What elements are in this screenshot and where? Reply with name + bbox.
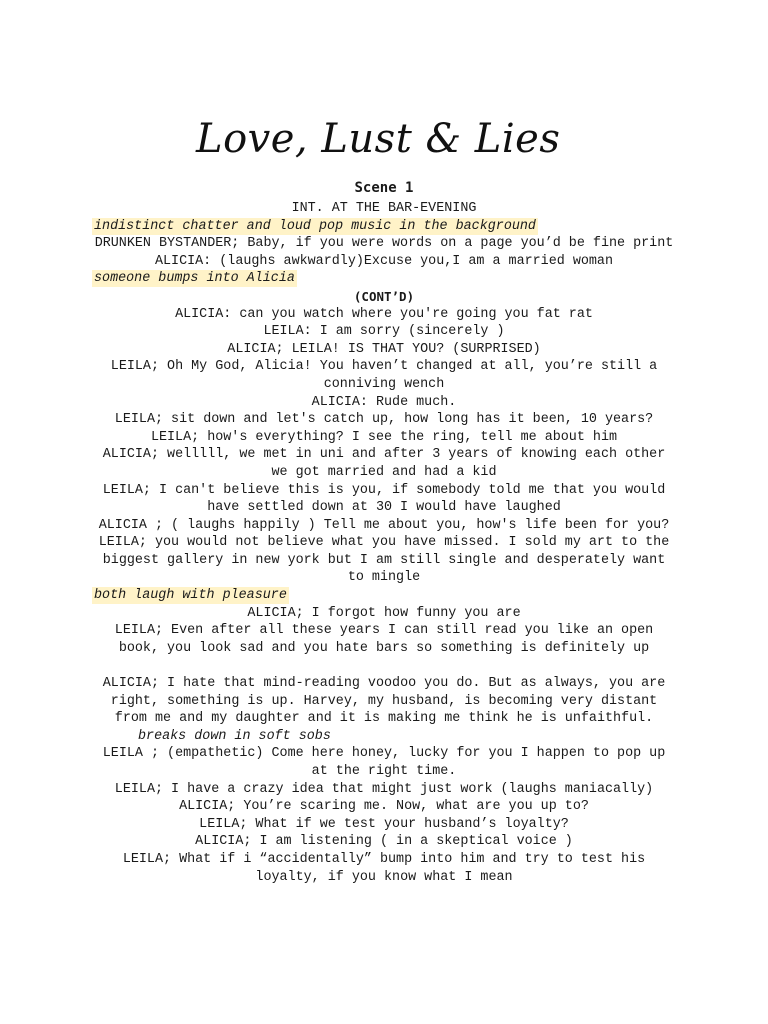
screenplay-body (92, 200, 676, 886)
dialogue-line: ALICIA: can you watch where you're going you fat rat (175, 306, 593, 322)
dialogue-line: ALICIA; I hate that mind-reading voodoo you do. But as always, you are right, something is up. Harvey, my husband, is becoming very distant from me and my daughter and it is making me think he is unfaithful. (102, 676, 666, 727)
scene-slugline: INT. AT THE BAR-EVENING (291, 201, 477, 216)
dialogue-line: LEILA; how's everything? I see the ring, tell me about him (150, 429, 618, 445)
dialogue-line: ALICIA: Rude much. (311, 394, 457, 410)
dialogue-line: DRUNKEN BYSTANDER; Baby, if you were words on a page you’d be fine print (94, 236, 674, 252)
stage-direction: breaks down in soft sobs (138, 728, 331, 744)
dialogue-line: ALICIA; I forgot how funny you are (247, 605, 521, 621)
continued-marker: (CONT’D) (353, 288, 415, 304)
scene-heading: Scene 1 (354, 180, 414, 196)
stage-direction-highlight: someone bumps into Alicia (94, 271, 295, 287)
dialogue-line: LEILA; I have a crazy idea that might just work (laughs maniacally) (114, 781, 654, 797)
dialogue-line: LEILA; I can't believe this is you, if somebody told me that you would have settled down at 30 I would have laughed (102, 482, 666, 516)
dialogue-line: ALICIA; You’re scaring me. Now, what are you up to? (179, 799, 589, 815)
dialogue-line: LEILA; What if we test your husband’s loyalty? (199, 816, 569, 832)
stage-direction-highlight: both laugh with pleasure (94, 588, 287, 604)
dialogue-line: LEILA: I am sorry (sincerely ) (263, 324, 505, 340)
blank-line (92, 657, 676, 675)
dialogue-line: LEILA; What if i “accidentally” bump into him and try to test his loyalty, if you know what I mean (122, 851, 646, 885)
dialogue-line: ALICIA; I am listening ( in a skeptical voice ) (195, 834, 573, 850)
stage-direction (92, 270, 676, 288)
dialogue-line: ALICIA; welllll, we met in uni and after 3 years of knowing each other we got married and had a kid (102, 447, 666, 480)
dialogue-line: LEILA; sit down and let's catch up, how long has it been, 10 years? (114, 412, 654, 428)
dialogue-line: LEILA; Even after all these years I can still read you like an open book, you look sad and you hate bars so something is definitely up (114, 623, 654, 656)
dialogue-line: ALICIA: (laughs awkwardly)Excuse you,I am a married woman (154, 253, 614, 269)
document-title: Love, Lust & Lies (196, 116, 561, 162)
stage-direction-highlight: indistinct chatter and loud pop music in the background (94, 218, 536, 234)
dialogue-line: ALICIA ; ( laughs happily ) Tell me about you, how's life been for you? (98, 517, 670, 533)
dialogue-line: LEILA; Oh My God, Alicia! You haven’t changed at all, you’re still a conniving wench (110, 359, 658, 392)
stage-direction (92, 218, 676, 236)
dialogue-line: ALICIA; LEILA! IS THAT YOU? (SURPRISED) (227, 341, 541, 357)
stage-direction (92, 587, 676, 605)
dialogue-line: LEILA; you would not believe what you have missed. I sold my art to the biggest gallery in new york but I am still single and desperately want to mingle (98, 535, 670, 586)
dialogue-line: LEILA ; (empathetic) Come here honey, lucky for you I happen to pop up at the right time. (102, 746, 666, 779)
